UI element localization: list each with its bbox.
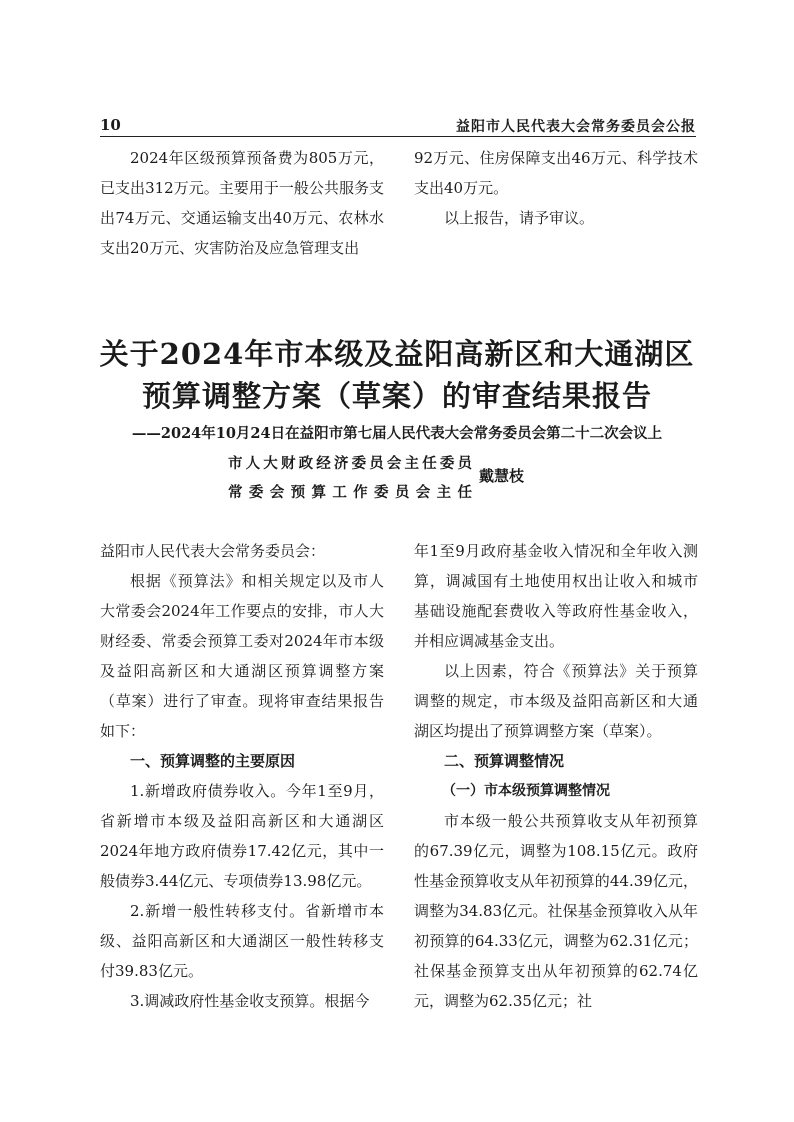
- body-right-column: [414, 536, 698, 1016]
- paragraph: 2.新增一般性转移支付。省新增市本级、益阳高新区和大通湖区一般性转移支付39.83亿元。: [100, 902, 384, 980]
- section-heading: 二、预算调整情况: [444, 752, 565, 770]
- author-position-2: 常委会预算工作委员会主任: [228, 484, 472, 501]
- article-title-line-1: 关于2024年市本级及益阳高新区和大通湖区: [99, 337, 695, 371]
- prev-article-right-column: [414, 143, 698, 233]
- article-title-line-2: 预算调整方案（草案）的审查结果报告: [141, 379, 652, 413]
- page-header: [100, 114, 696, 137]
- paragraph: 2024年区级预算预备费为805万元，已支出312万元。主要用于一般公共服务支出74万元、交通运输支出40万元、农林水支出20万元、灾害防治及应急管理支出: [100, 149, 384, 257]
- article-subtitle: ——2024年10月24日在益阳市第七届人民代表大会常务委员会第二十二次会议上: [131, 425, 663, 442]
- page-number: 10: [100, 116, 121, 134]
- paragraph: 92万元、住房保障支出46万元、科学技术支出40万元。: [414, 149, 698, 197]
- author-block: [228, 452, 558, 512]
- body-left-column: [100, 536, 384, 1016]
- section-heading: 一、预算调整的主要原因: [130, 752, 296, 770]
- author-position-1: 市人大财政经济委员会主任委员: [228, 455, 472, 472]
- paragraph: 市本级一般公共预算收支从年初预算的67.39亿元，调整为108.15亿元。政府性基金预算收支从年初预算的44.39亿元，调整为34.83亿元。社保基金预算收入从年初预算的64.33亿元，调整为62.31亿元；社保基金预算支出从年初预算的62.74亿元，调整为62.35亿元；社: [414, 812, 698, 1010]
- salutation: 益阳市人民代表大会常务委员会：: [100, 542, 326, 560]
- paragraph: 1.新增政府债券收入。今年1至9月，省新增市本级及益阳高新区和大通湖区2024年地方政府债券17.42亿元，其中一般债券3.44亿元、专项债券13.98亿元。: [100, 782, 384, 890]
- prev-article-left-column: [100, 143, 384, 263]
- author-name: 戴慧枝: [479, 467, 525, 485]
- paragraph: 年1至9月政府基金收入情况和全年收入测算，调减国有土地使用权出让收入和城市基础设施配套费收入等政府性基金收入，并相应调减基金支出。: [414, 542, 698, 650]
- paragraph: 以上报告，请予审议。: [444, 209, 595, 227]
- paragraph: 3.调减政府性基金收支预算。根据今: [130, 992, 370, 1010]
- subsection-heading: （一）市本级预算调整情况: [442, 783, 610, 799]
- paragraph: 以上因素，符合《预算法》关于预算调整的规定，市本级及益阳高新区和大通湖区均提出了预算调整方案（草案）。: [414, 662, 698, 740]
- journal-name: 益阳市人民代表大会常务委员会公报: [456, 119, 696, 135]
- paragraph: 根据《预算法》和相关规定以及市人大常委会2024年工作要点的安排，市人大财经委、常委会预算工委对2024年市本级及益阳高新区和大通湖区预算调整方案（草案）进行了审查。现将审查结果报告如下：: [100, 572, 384, 740]
